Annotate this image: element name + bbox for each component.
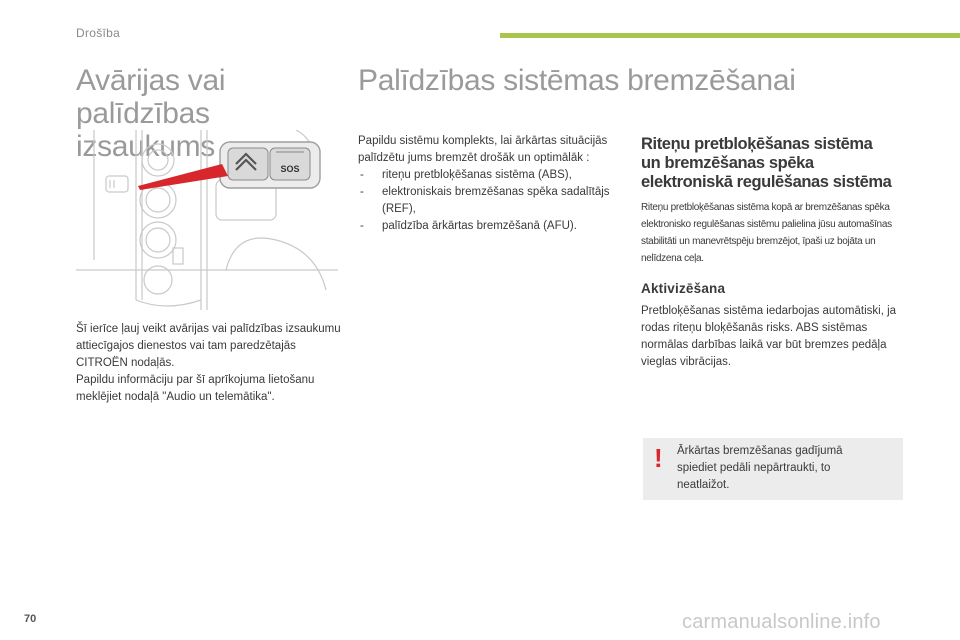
abs-description: Riteņu pretbloķēšanas sistēma kopā ar bremzēšanas spēka elektronisko regulēšanas sistēmu palielina jūsu automašīnas stabilitāti un manevrētspēju bremzējot, īpaši uz bojāta un nelīdzena ceļa. — [641, 202, 892, 264]
activation-heading: Aktivizēšana — [641, 281, 726, 296]
abs-heading-line3: elektroniskā regulēšanas sistēma — [641, 173, 892, 191]
left-paragraph-2: Papildu informāciju par šī aprīkojuma lietošanu meklējiet nodaļā "Audio un telemātika". — [76, 374, 315, 403]
dashboard-sos-illustration — [76, 130, 338, 312]
right-page-title: Palīdzības sistēmas bremzēšanai — [358, 64, 796, 97]
list-item: - palīdzība ārkārtas bremzēšanā (AFU). — [358, 218, 614, 235]
intro-text: Papildu sistēmu komplekts, lai ārkārtas situācijās palīdzētu jums bremzēt drošāk un optimālāk : — [358, 135, 608, 164]
systems-list — [358, 167, 614, 235]
page-number: 70 — [24, 613, 37, 625]
section-label: Drošība — [76, 26, 121, 40]
warning-note-text: Ārkārtas bremzēšanas gadījumā spiediet pedāli nepārtraukti, to neatlaižot. — [677, 445, 843, 491]
watermark: carmanualsonline.info — [682, 611, 881, 633]
abs-heading — [641, 135, 921, 192]
abs-heading-line1: Riteņu pretbloķēšanas sistēma — [641, 135, 873, 153]
left-paragraph-1: Šī ierīce ļauj veikt avārijas vai palīdzības izsaukumu attiecīgajos dienestos vai tam paredzētajās CITROËN nodaļās. — [76, 323, 341, 369]
sos-button-label: SOS — [280, 164, 300, 174]
left-description — [76, 321, 346, 406]
exclamation-icon: ! — [654, 443, 663, 473]
list-item: - riteņu pretbloķēšanas sistēma (ABS), — [358, 167, 614, 184]
abs-heading-line2: un bremzēšanas spēka — [641, 154, 814, 172]
list-item: - elektroniskais bremzēšanas spēka sadalītājs (REF), — [358, 184, 614, 218]
intro-block — [358, 133, 614, 235]
activation-description: Pretbloķēšanas sistēma iedarbojas automātiski, ja rodas riteņu bloķēšanās risks. ABS sistēmas normālas darbības laikā var būt bremzes pedāļa vieglas vibrācijas. — [641, 305, 897, 368]
header-accent-bar — [500, 33, 960, 38]
left-title-line2: palīdzības izsaukums — [76, 97, 216, 163]
left-title-line1: Avārijas vai — [76, 64, 226, 97]
